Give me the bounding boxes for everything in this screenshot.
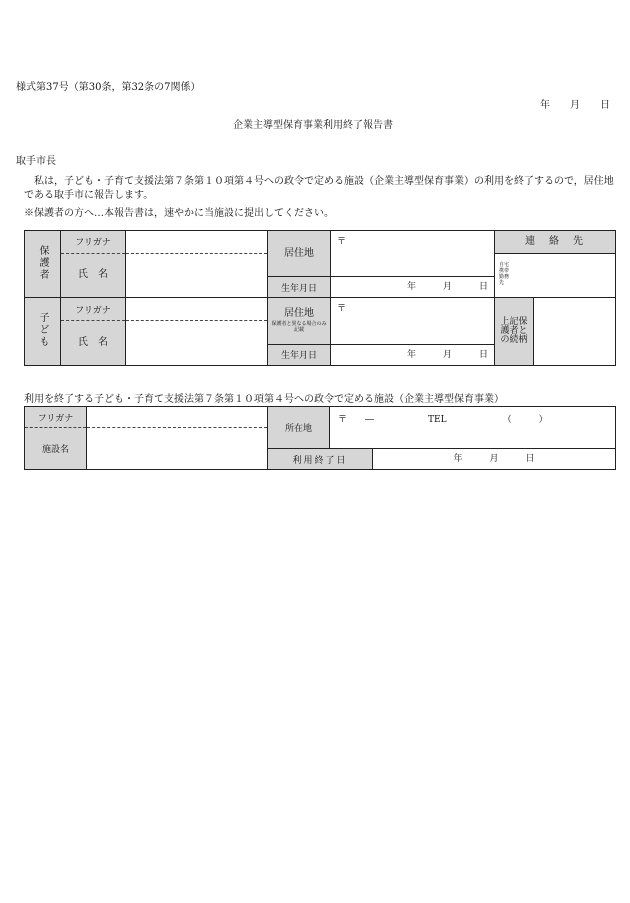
statement-line-1: 私は，子ども・子育て支援法第７条第１０項第４号への政令で定める施設（企業主導型保育事業）の利用を終了するので，居住地 [34, 176, 614, 187]
contact-header: 連 絡 先 [495, 231, 616, 254]
child-label-cell [25, 298, 61, 366]
contact-field[interactable] [495, 253, 616, 298]
form-number: 様式第37号（第30条，第32条の7関係） [16, 82, 201, 93]
guardian-child-table [24, 230, 616, 366]
postal-mark: 〒 [337, 304, 347, 315]
facility-name-label: 施設名 [25, 428, 87, 470]
guardian-birthdate-label: 生年月日 [268, 277, 331, 298]
facility-furigana-label: フリガナ [25, 407, 87, 428]
child-residence-note: 保護者と異なる場合のみ記載 [271, 320, 327, 333]
page-title: 企業主導型保育事業利用終了報告書 [233, 120, 393, 131]
facility-table [24, 406, 616, 470]
child-residence-label: 居住地 保護者と異なる場合のみ記載 [268, 298, 331, 344]
child-name-field[interactable] [126, 320, 268, 365]
facility-name-field[interactable] [87, 428, 268, 470]
child-label: 子ども [37, 312, 48, 349]
statement-line-2: である取手市に報告します。 [24, 190, 154, 201]
guardian-residence-label: 居住地 [268, 231, 331, 277]
child-furigana-label: フリガナ [61, 298, 126, 321]
relationship-field[interactable] [534, 298, 616, 366]
facility-furigana-field[interactable] [87, 407, 268, 428]
end-date-field[interactable]: 年 月 日 [373, 449, 616, 470]
child-name-label: 氏 名 [61, 320, 126, 365]
child-furigana-field[interactable] [126, 298, 268, 321]
child-residence-field[interactable] [331, 298, 495, 344]
contact-types: 自宅携帯勤務先 [499, 261, 510, 287]
facility-location-field[interactable] [330, 407, 616, 449]
facility-section-heading: 利用を終了する子ども・子育て支援法第７条第１０項第４号への政令で定める施設（企業主導型保育事業） [24, 394, 504, 405]
guardian-residence-field[interactable] [331, 231, 495, 277]
header-date: 年 月 日 [540, 100, 610, 111]
guardian-label: 保護者 [37, 244, 48, 281]
facility-location-label: 所在地 [268, 407, 330, 449]
tel-paren: （ ） [502, 415, 548, 425]
end-date-label: 利用終了日 [268, 449, 373, 470]
guardian-note: ※保護者の方へ…本報告書は，速やかに当施設に提出してください。 [24, 208, 334, 219]
child-birthdate-field[interactable]: 年 月 日 [331, 344, 495, 366]
guardian-furigana-label: フリガナ [61, 231, 126, 254]
relationship-label: 上記保護者との続柄 [495, 298, 534, 366]
guardian-birthdate-field[interactable]: 年 月 日 [331, 277, 495, 298]
guardian-label-cell [25, 231, 61, 298]
guardian-furigana-field[interactable] [126, 231, 268, 254]
tel-label: TEL [428, 415, 447, 425]
addressee: 取手市長 [16, 156, 56, 167]
guardian-name-field[interactable] [126, 253, 268, 298]
postal-mark: 〒 [337, 237, 347, 247]
facility-postal: 〒 ― [338, 415, 375, 425]
guardian-name-label: 氏 名 [61, 253, 126, 298]
child-birthdate-label: 生年月日 [268, 344, 331, 366]
